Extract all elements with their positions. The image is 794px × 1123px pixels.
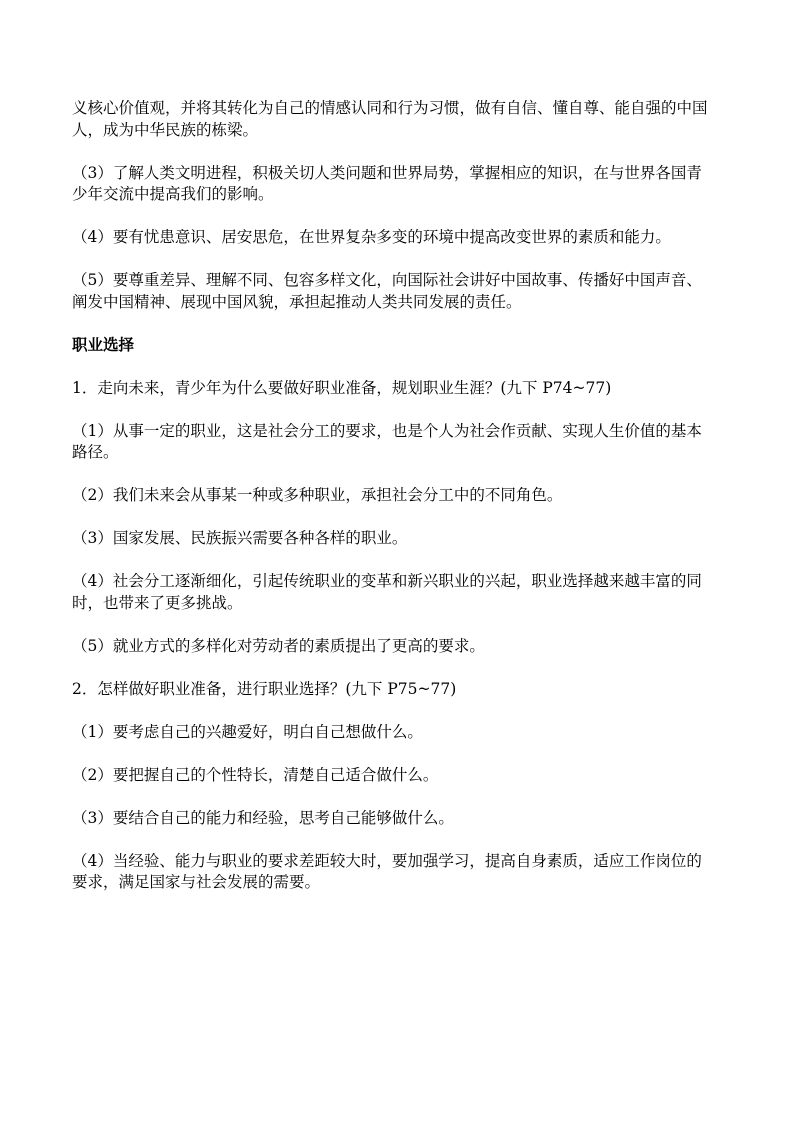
section-heading: 职业选择	[72, 335, 135, 354]
question: 2．怎样做好职业准备，进行职业选择？(九下 P75~77)	[72, 679, 457, 698]
paragraph: （4）当经验、能力与职业的要求差距较大时，要加强学习，提高自身素质，适应工作岗位的 要求，满足国家与社会发展的需要。	[72, 851, 702, 891]
paragraph: （5）要尊重差异、理解不同、包容多样文化，向国际社会讲好中国故事、传播好中国声音、 阐发中国精神、展现中国风貌，承担起推动人类共同发展的责任。	[72, 271, 702, 311]
paragraph: （2）我们未来会从事某一种或多种职业，承担社会分工中的不同角色。	[72, 486, 563, 504]
paragraph: （2）要把握自己的个性特长，清楚自己适合做什么。	[72, 765, 439, 784]
paragraph: 义核心价值观，并将其转化为自己的情感认同和行为习惯，做有自信、懂自尊、能自强的中国 人，成为中华民族的栋梁。	[72, 99, 708, 139]
question: 1．走向未来，青少年为什么要做好职业准备，规划职业生涯？(九下 P74~77)	[72, 378, 612, 397]
paragraph: （1）要考虑自己的兴趣爱好，明白自己想做什么。	[72, 722, 423, 741]
document-body	[72, 98, 724, 894]
paragraph: （1）从事一定的职业，这是社会分工的要求，也是个人为社会作贡献、实现人生价值的基本 路径。	[72, 421, 702, 461]
paragraph: （4）社会分工逐渐细化，引起传统职业的变革和新兴职业的兴起，职业选择越来越丰富的同 时，也带来了更多挑战。	[72, 572, 702, 612]
paragraph: （5）就业方式的多样化对劳动者的素质提出了更高的要求。	[72, 636, 485, 655]
paragraph: （3）了解人类文明进程，积极关切人类问题和世界局势，掌握相应的知识，在与世界各国青 少年交流中提高我们的影响。	[72, 163, 702, 203]
paragraph: （3）国家发展、民族振兴需要各种各样的职业。	[72, 529, 408, 547]
paragraph: （4）要有忧患意识、居安思危，在世界复杂多变的环境中提高改变世界的素质和能力。	[72, 228, 671, 246]
paragraph: （3）要结合自己的能力和经验，思考自己能够做什么。	[72, 808, 454, 827]
